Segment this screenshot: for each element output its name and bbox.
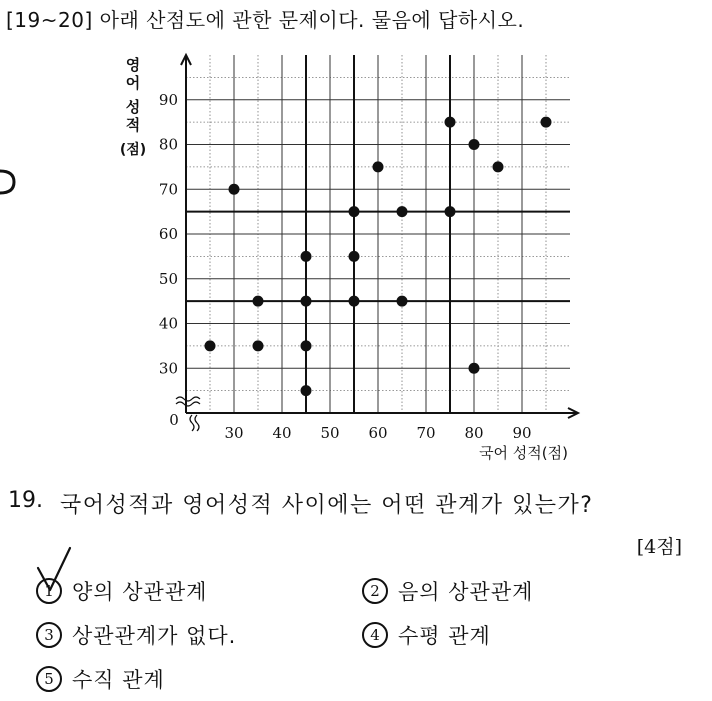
choice-number-3: 3 (36, 622, 62, 648)
x-tick-label: 90 (512, 424, 532, 442)
x-tick-label: 80 (464, 424, 484, 442)
choice-4[interactable] (362, 620, 491, 650)
choice-number-4: 4 (362, 622, 388, 648)
choice-label-5: 수직 관계 (72, 668, 165, 692)
data-point (349, 251, 360, 262)
data-point (301, 251, 312, 262)
x-axis-label: 국어 성적(점) (479, 444, 568, 462)
data-point (397, 296, 408, 307)
data-point (229, 184, 240, 195)
data-point (349, 296, 360, 307)
y-axis-break-mark (176, 397, 200, 401)
y-tick-label: 80 (158, 135, 178, 154)
choice-label-2: 음의 상관관계 (398, 580, 534, 604)
y-axis-label-char: 영 (125, 56, 141, 74)
y-axis-label-char: 적 (125, 116, 141, 134)
y-axis-break-mark (176, 402, 200, 406)
data-point (301, 296, 312, 307)
data-point (445, 117, 456, 128)
x-axis-break-mark (195, 415, 199, 431)
x-axis-break-mark (190, 415, 194, 431)
data-point (253, 296, 264, 307)
x-tick-label: 50 (320, 424, 340, 442)
data-point (349, 206, 360, 217)
y-tick-label: 30 (158, 359, 178, 378)
data-point (541, 117, 552, 128)
y-tick-label: 90 (158, 90, 178, 109)
data-point (253, 340, 264, 351)
y-tick-label: 70 (158, 180, 178, 199)
choice-number-5: 5 (36, 666, 62, 692)
check-mark-icon (34, 546, 74, 596)
origin-label: 0 (169, 411, 179, 429)
question-text: 국어성적과 영어성적 사이에는 어떤 관계가 있는가? (60, 493, 594, 518)
choice-label-3: 상관관계가 없다. (72, 624, 237, 648)
choice-label-1: 양의 상관관계 (72, 580, 208, 604)
margin-hole-mark (0, 165, 20, 199)
data-point (397, 206, 408, 217)
data-point (373, 161, 384, 172)
y-axis-label-char: 성 (125, 98, 141, 116)
choice-number-2: 2 (362, 578, 388, 604)
choice-2[interactable] (362, 576, 533, 606)
question-points: [4점] (636, 536, 682, 558)
choice-number-1: 1 (36, 578, 62, 604)
data-point (445, 206, 456, 217)
data-point (301, 340, 312, 351)
x-tick-label: 30 (224, 424, 244, 442)
y-axis-label-unit: (점) (119, 142, 147, 158)
x-tick-label: 60 (368, 424, 388, 442)
problem-header: [19~20] 아래 산점도에 관한 문제이다. 물음에 답하시오. (6, 8, 525, 32)
x-tick-label: 40 (272, 424, 292, 442)
y-axis-label-char: 어 (125, 74, 141, 92)
data-point (469, 363, 480, 374)
choice-3[interactable] (36, 620, 236, 650)
y-tick-label: 40 (158, 314, 178, 333)
data-point (301, 385, 312, 396)
y-tick-label: 60 (158, 225, 178, 243)
choice-label-4: 수평 관계 (398, 624, 491, 648)
y-tick-label: 50 (158, 269, 178, 288)
data-point (493, 161, 504, 172)
choice-5[interactable] (36, 664, 165, 694)
data-point (469, 139, 480, 150)
question-number: 19. (8, 488, 43, 513)
x-tick-label: 70 (416, 424, 436, 442)
data-point (205, 340, 216, 351)
